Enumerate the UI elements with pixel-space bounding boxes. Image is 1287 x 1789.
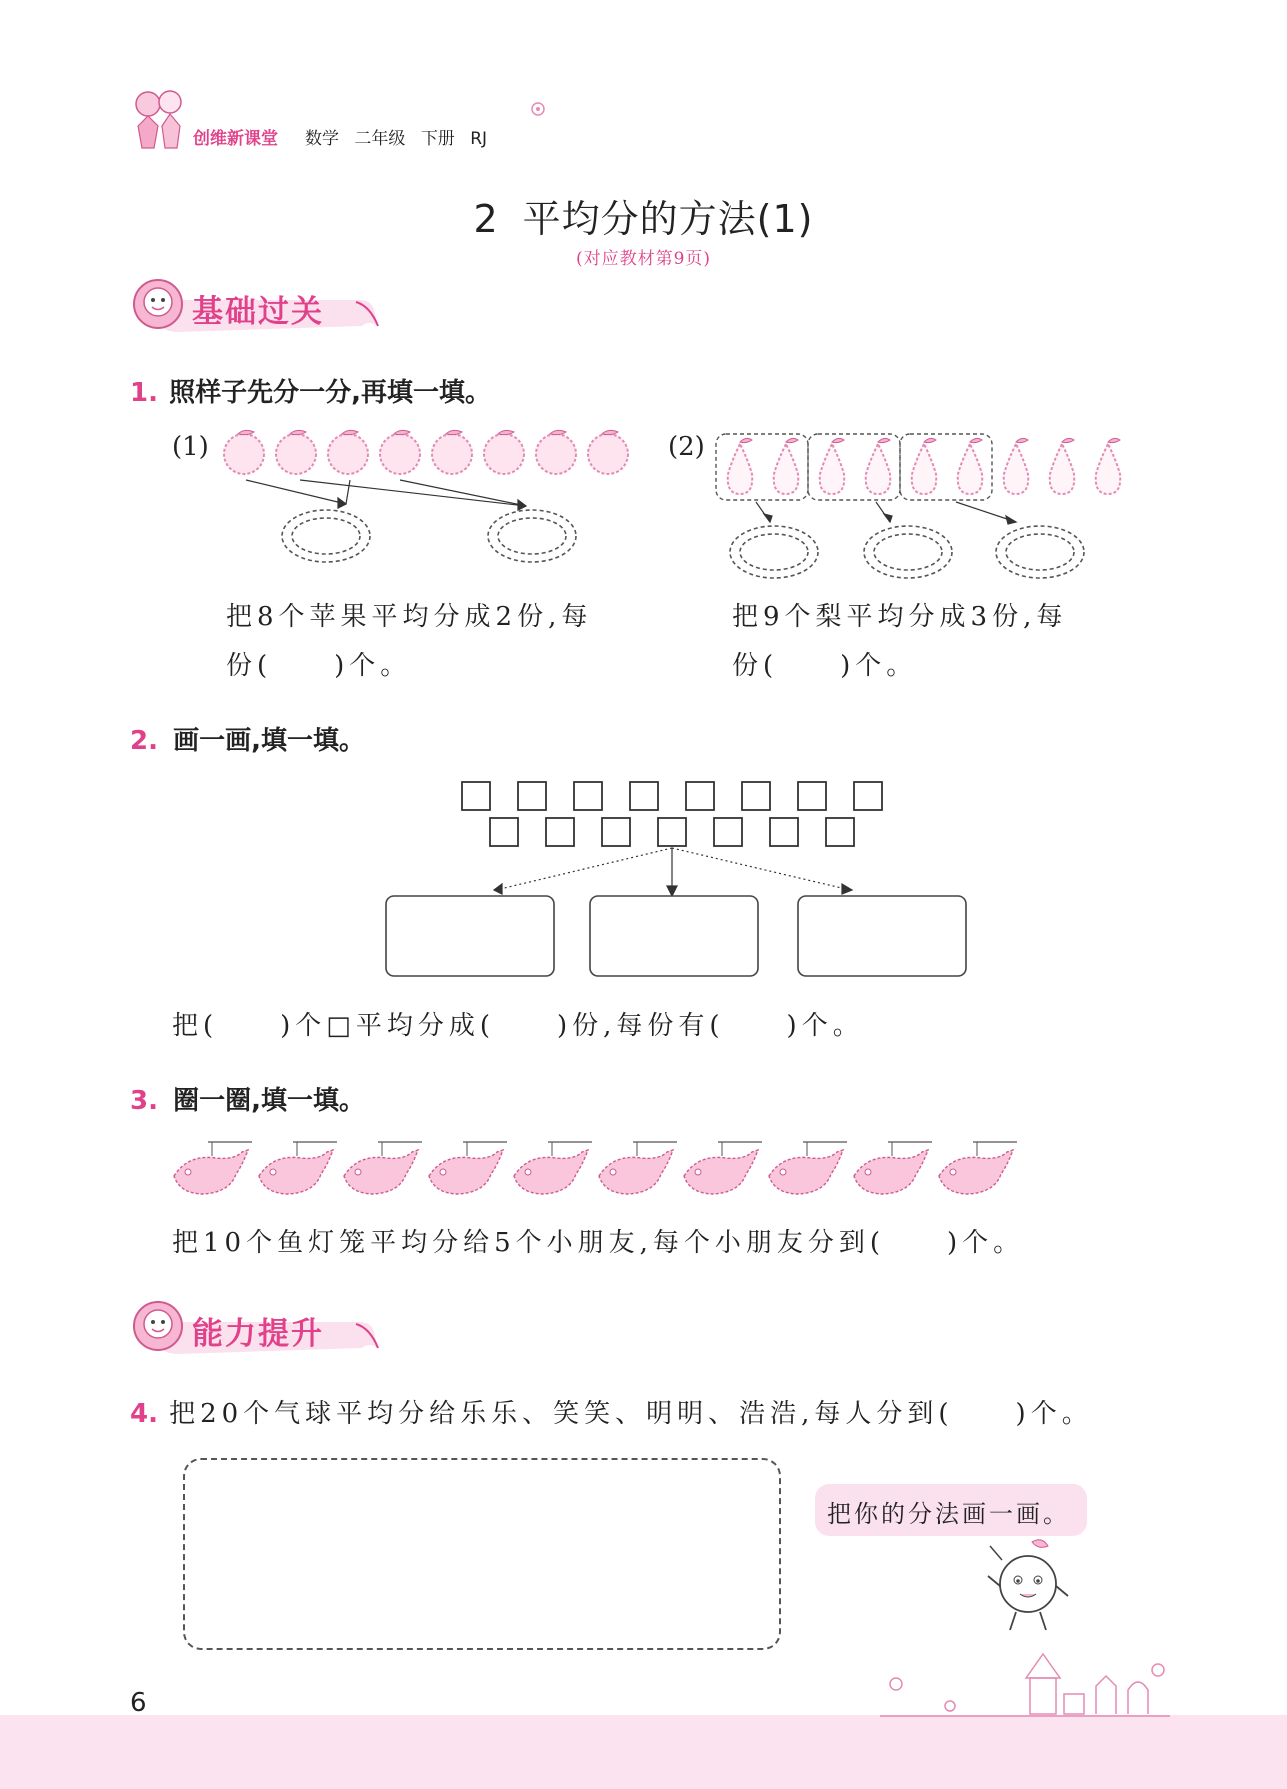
- page-number: 6: [130, 1688, 147, 1718]
- apple-icon: [224, 430, 264, 474]
- q1-part2-label: (2): [668, 432, 705, 462]
- q3-fill-text: 把10个鱼灯笼平均分给5个小朋友,每个小朋友分到( )个。: [172, 1228, 1025, 1258]
- small-square: [630, 782, 658, 810]
- fish-lantern-icon: [344, 1142, 422, 1194]
- header-edition: RJ: [470, 129, 488, 149]
- header-grade: 二年级: [354, 129, 406, 149]
- pear-icon: [866, 438, 891, 494]
- fish-lantern-icon: [939, 1142, 1017, 1194]
- apple-icon: [276, 430, 316, 474]
- small-square: [574, 782, 602, 810]
- small-square: [462, 782, 490, 810]
- apple-row: [224, 430, 628, 474]
- fish-lantern-icon: [599, 1142, 677, 1194]
- small-square: [546, 818, 574, 846]
- lesson-title: 平均分的方法(1): [522, 197, 814, 241]
- square-rows: [462, 782, 882, 846]
- apple-icon: [328, 430, 368, 474]
- q1-part2-line2: 份( )个。: [732, 651, 918, 681]
- footer-castle-icon: [880, 1650, 1170, 1724]
- pear-icon: [820, 438, 845, 494]
- textbook-reference: (对应教材第9页): [575, 249, 712, 269]
- small-square: [742, 782, 770, 810]
- fish-lantern-icon: [259, 1142, 337, 1194]
- small-square: [854, 782, 882, 810]
- group-box: [798, 896, 966, 976]
- fish-lantern-icon: [514, 1142, 592, 1194]
- header-subject: 数学: [305, 129, 339, 149]
- fish-lantern-icon: [854, 1142, 932, 1194]
- question-instruction: 画一画,填一填。: [173, 726, 365, 756]
- group-box: [386, 896, 554, 976]
- apple-icon: [588, 430, 628, 474]
- question-number: 1.: [130, 378, 158, 408]
- footer-band: [0, 1715, 1287, 1789]
- pear-icon: [1004, 438, 1029, 494]
- small-square: [798, 782, 826, 810]
- pear-row: [728, 438, 1121, 494]
- section-banner-basic: [130, 284, 380, 330]
- fish-lantern-icon: [769, 1142, 847, 1194]
- q1-part1-line2: 份( )个。: [226, 651, 412, 681]
- apple-icon: [432, 430, 472, 474]
- q2-fill-text: 把( )个□平均分成( )份,每份有( )个。: [172, 1011, 864, 1041]
- q2-figure: [380, 776, 980, 986]
- small-square: [602, 818, 630, 846]
- pear-icon: [912, 438, 937, 494]
- section-label-advanced: 能力提升: [192, 1316, 324, 1352]
- small-square: [770, 818, 798, 846]
- fish-lantern-row: [174, 1142, 1017, 1194]
- question-1: [130, 372, 491, 409]
- q3-figure: [168, 1136, 1028, 1210]
- group-box: [590, 896, 758, 976]
- small-square: [490, 818, 518, 846]
- mascot-icon: [130, 276, 186, 332]
- small-square: [658, 818, 686, 846]
- q1-part1-label: (1): [172, 432, 209, 462]
- pear-icon: [1050, 438, 1075, 494]
- page-title: [0, 188, 1287, 243]
- header-volume: 下册: [420, 129, 455, 149]
- question-4: [130, 1393, 1093, 1430]
- peach-mascot-icon: [980, 1536, 1076, 1640]
- small-square: [518, 782, 546, 810]
- pear-icon: [958, 438, 983, 494]
- header-brand: 创维新课堂: [193, 129, 278, 149]
- question-text: 把20个气球平均分给乐乐、笑笑、明明、浩浩,每人分到( )个。: [169, 1399, 1093, 1429]
- question-number: 3.: [130, 1086, 158, 1116]
- q1-part2-figure: [712, 430, 1142, 594]
- small-square: [686, 782, 714, 810]
- section-banner-advanced: [130, 1306, 380, 1352]
- section-label-basic: 基础过关: [192, 294, 324, 330]
- header-flower-icon: [528, 100, 548, 122]
- apple-icon: [484, 430, 524, 474]
- pear-icon: [728, 438, 753, 494]
- question-instruction: 圈一圈,填一填。: [173, 1086, 365, 1116]
- small-square: [714, 818, 742, 846]
- apple-icon: [380, 430, 420, 474]
- speech-bubble: [815, 1484, 1087, 1536]
- header-mascot-icon: [128, 86, 190, 156]
- question-number: 4.: [130, 1399, 158, 1429]
- header-meta: [305, 124, 497, 149]
- q1-part1-figure: [220, 426, 640, 580]
- question-3: [130, 1080, 365, 1117]
- q1-part2-line1: 把9个梨平均分成3份,每: [732, 602, 1068, 632]
- pear-icon: [774, 438, 799, 494]
- drawing-area[interactable]: [183, 1458, 781, 1650]
- fish-lantern-icon: [684, 1142, 762, 1194]
- apple-icon: [536, 430, 576, 474]
- mascot-icon: [130, 1298, 186, 1354]
- q1-part1-line1: 把8个苹果平均分成2份,每: [226, 602, 593, 632]
- small-square: [826, 818, 854, 846]
- question-number: 2.: [130, 726, 158, 756]
- pear-icon: [1096, 438, 1121, 494]
- speech-bubble-text: 把你的分法画一画。: [827, 1500, 1070, 1528]
- question-2: [130, 720, 365, 757]
- fish-lantern-icon: [429, 1142, 507, 1194]
- fish-lantern-icon: [174, 1142, 252, 1194]
- lesson-number: 2: [473, 197, 499, 241]
- question-instruction: 照样子先分一分,再填一填。: [169, 378, 491, 408]
